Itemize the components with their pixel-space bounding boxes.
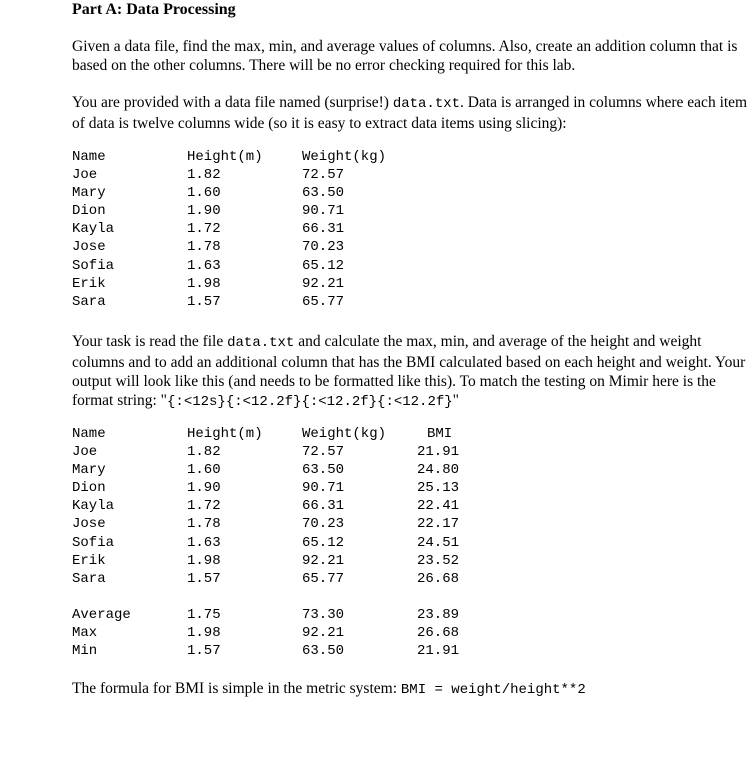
bmi-cell: 24.80 bbox=[417, 462, 460, 479]
name-cell: Erik bbox=[72, 275, 106, 292]
name-cell: Jose bbox=[72, 516, 106, 533]
task-text-before: Your task is read the file bbox=[72, 333, 228, 350]
weight-cell: 65.12 bbox=[302, 534, 345, 551]
bmi-cell: 22.41 bbox=[417, 498, 460, 515]
height-cell: 1.75 bbox=[187, 606, 221, 623]
weight-cell: 63.50 bbox=[302, 185, 345, 202]
height-cell: 1.90 bbox=[187, 203, 221, 220]
bmi-cell: 26.68 bbox=[417, 625, 460, 642]
bmi-cell: 26.68 bbox=[417, 570, 460, 587]
weight-cell: 63.50 bbox=[302, 462, 345, 479]
weight-cell: 92.21 bbox=[302, 625, 345, 642]
name-cell: Jose bbox=[72, 239, 106, 256]
name-cell: Kayla bbox=[72, 221, 115, 238]
intro-paragraph: Given a data file, find the max, min, and average values of columns. Also, create an addition column that is based on the other columns. There will be no error checking required for this lab. bbox=[72, 38, 738, 74]
weight-cell: 92.21 bbox=[302, 275, 345, 292]
weight-cell: 72.57 bbox=[302, 167, 345, 184]
provided-text-before: You are provided with a data file named (surprise!) bbox=[72, 94, 393, 111]
formula-line bbox=[72, 680, 586, 698]
weight-cell: 73.30 bbox=[302, 606, 345, 623]
weight-cell: 66.31 bbox=[302, 221, 345, 238]
height-cell: 1.57 bbox=[187, 570, 221, 587]
weight-cell: 90.71 bbox=[302, 480, 345, 497]
name-cell: Erik bbox=[72, 552, 106, 569]
task-text-middle: and calculate the max, min, and average of the height and weight columns and to add an additional column that has the BMI calculated based on each height and weight. Your output will look like this (and needs to be formatted like this). To match the testing on Mimir here is the format string: " bbox=[72, 333, 746, 409]
summary-label: Min bbox=[72, 643, 98, 660]
summary-label: Max bbox=[72, 625, 98, 642]
column-header: Height(m) bbox=[187, 426, 263, 442]
weight-cell: 63.50 bbox=[302, 643, 345, 660]
task-paragraph bbox=[72, 332, 748, 412]
name-cell: Dion bbox=[72, 203, 106, 220]
weight-cell: 70.23 bbox=[302, 239, 345, 256]
section-heading: Part A: Data Processing bbox=[72, 1, 236, 18]
file-name-code: data.txt bbox=[227, 335, 295, 351]
bmi-cell: 23.52 bbox=[417, 552, 460, 569]
height-cell: 1.98 bbox=[187, 625, 221, 642]
file-name-code: data.txt bbox=[392, 96, 461, 112]
column-header: Weight(kg) bbox=[302, 149, 387, 165]
height-cell: 1.72 bbox=[187, 221, 221, 238]
name-cell: Mary bbox=[72, 185, 106, 202]
column-header: BMI bbox=[427, 426, 453, 442]
height-cell: 1.82 bbox=[187, 444, 221, 461]
bmi-cell: 21.91 bbox=[417, 444, 460, 461]
formula-text: The formula for BMI is simple in the metric system: bbox=[72, 680, 401, 697]
weight-cell: 72.57 bbox=[302, 444, 345, 461]
bmi-cell: 24.51 bbox=[417, 534, 460, 551]
name-cell: Joe bbox=[72, 167, 98, 184]
height-cell: 1.78 bbox=[187, 239, 221, 256]
format-string-code: {:<12s}{:<12.2f}{:<12.2f}{:<12.2f} bbox=[167, 394, 453, 410]
provided-text-after: . Data is arranged in columns where each item of data is twelve columns wide (so it is easy to extract data items using slicing): bbox=[72, 94, 748, 132]
name-cell: Sara bbox=[72, 570, 106, 587]
bmi-cell: 25.13 bbox=[417, 480, 460, 497]
name-cell: Sara bbox=[72, 293, 106, 310]
height-cell: 1.57 bbox=[187, 643, 221, 660]
bmi-cell: 22.17 bbox=[417, 516, 460, 533]
height-cell: 1.63 bbox=[187, 257, 221, 274]
height-cell: 1.63 bbox=[187, 534, 221, 551]
bmi-cell: 23.89 bbox=[417, 606, 460, 623]
column-header: Name bbox=[72, 426, 106, 442]
provided-paragraph bbox=[72, 93, 748, 133]
height-cell: 1.78 bbox=[187, 516, 221, 533]
task-text-after: " bbox=[452, 392, 459, 409]
name-cell: Kayla bbox=[72, 498, 115, 515]
weight-cell: 90.71 bbox=[302, 203, 345, 220]
height-cell: 1.82 bbox=[187, 167, 221, 184]
height-cell: 1.60 bbox=[187, 462, 221, 479]
formula-code: BMI = weight/height**2 bbox=[400, 682, 586, 698]
column-header: Name bbox=[72, 149, 106, 165]
weight-cell: 70.23 bbox=[302, 516, 345, 533]
height-cell: 1.98 bbox=[187, 552, 221, 569]
weight-cell: 92.21 bbox=[302, 552, 345, 569]
weight-cell: 66.31 bbox=[302, 498, 345, 515]
summary-label: Average bbox=[72, 606, 131, 623]
bmi-cell: 21.91 bbox=[417, 643, 460, 660]
weight-cell: 65.77 bbox=[302, 293, 345, 310]
height-cell: 1.98 bbox=[187, 275, 221, 292]
column-header: Height(m) bbox=[187, 149, 263, 165]
column-header: Weight(kg) bbox=[302, 426, 387, 442]
height-cell: 1.72 bbox=[187, 498, 221, 515]
height-cell: 1.90 bbox=[187, 480, 221, 497]
weight-cell: 65.77 bbox=[302, 570, 345, 587]
name-cell: Sofia bbox=[72, 534, 115, 551]
height-cell: 1.60 bbox=[187, 185, 221, 202]
name-cell: Sofia bbox=[72, 257, 115, 274]
name-cell: Dion bbox=[72, 480, 106, 497]
height-cell: 1.57 bbox=[187, 293, 221, 310]
weight-cell: 65.12 bbox=[302, 257, 345, 274]
name-cell: Mary bbox=[72, 462, 106, 479]
name-cell: Joe bbox=[72, 444, 98, 461]
